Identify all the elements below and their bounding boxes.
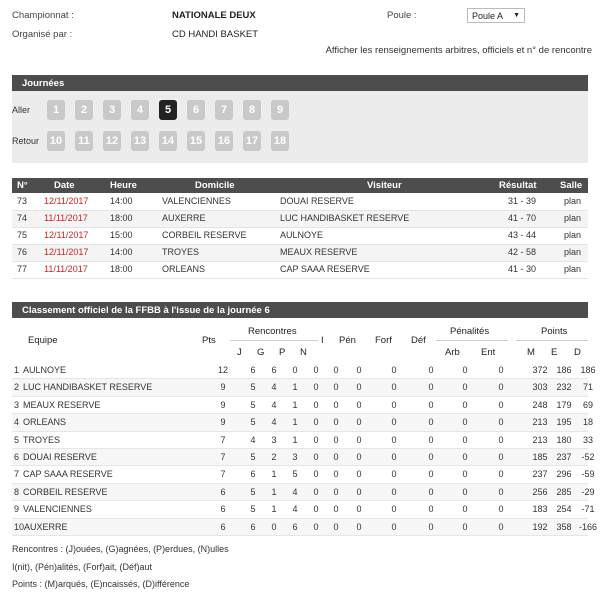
match-home-team: CORBEIL RESERVE <box>162 230 247 240</box>
stat-def: 0 <box>428 382 434 393</box>
journees-title: Journées <box>22 77 65 89</box>
stat-m: 303 <box>532 382 548 393</box>
stat-e: 254 <box>556 504 572 515</box>
match-time: 14:00 <box>110 247 133 257</box>
stat-e: 296 <box>556 469 572 480</box>
matches-header <box>12 178 588 193</box>
team-name: MEAUX RESERVE <box>23 399 101 410</box>
classement-row <box>12 466 595 483</box>
journee-button-17[interactable]: 17 <box>243 131 261 151</box>
match-away-team: MEAUX RESERVE <box>280 247 358 257</box>
stat-n: 0 <box>313 504 319 515</box>
match-venue-link[interactable]: plan <box>564 230 582 240</box>
stat-p: 6 <box>292 521 298 532</box>
team-rank: 9 <box>14 504 20 515</box>
stat-def: 0 <box>428 399 434 410</box>
stat-p: 1 <box>292 417 298 428</box>
stat-forf: 0 <box>391 504 397 515</box>
journee-button-18[interactable]: 18 <box>271 131 289 151</box>
match-away-team: DOUAI RESERVE <box>280 196 354 206</box>
journee-button-4[interactable]: 4 <box>131 100 149 120</box>
stat-m: 248 <box>532 399 548 410</box>
stat-e: 179 <box>556 399 572 410</box>
team-rank: 7 <box>14 469 20 480</box>
legend-penalites: I(nit), (Pén)alités, (Forf)ait, (Déf)aut <box>12 562 153 572</box>
stat-m: 183 <box>532 504 548 515</box>
match-number: 75 <box>17 230 28 240</box>
stat-g: 1 <box>271 486 277 497</box>
arbitres-info-link[interactable]: Afficher les renseignements arbitres, officiels et n° de rencontre <box>325 45 592 56</box>
sub-arb: Arb <box>445 347 460 358</box>
classement-row <box>12 484 595 501</box>
stat-e: 237 <box>556 452 572 462</box>
stat-pen: 0 <box>356 434 362 445</box>
stat-j: 5 <box>250 417 256 428</box>
stat-arb: 0 <box>462 365 468 375</box>
stat-d: -52 <box>581 452 595 462</box>
stat-p: 4 <box>292 486 298 497</box>
stat-pen: 0 <box>356 399 362 410</box>
journees-header <box>12 75 588 91</box>
stat-ent: 0 <box>498 486 504 497</box>
team-rank: 8 <box>14 486 20 497</box>
classement-row <box>12 379 593 396</box>
championship-info <box>12 8 592 62</box>
stat-def: 0 <box>428 365 434 375</box>
stat-e: 195 <box>556 417 572 428</box>
stat-p: 3 <box>292 452 298 462</box>
stat-i: 0 <box>333 417 339 428</box>
classement-row <box>12 432 593 449</box>
stat-forf: 0 <box>391 417 397 428</box>
match-home-team: VALENCIENNES <box>162 196 231 206</box>
poule-label: Poule : <box>387 10 417 21</box>
journee-button-11[interactable]: 11 <box>75 131 93 151</box>
stat-g: 2 <box>271 452 277 462</box>
stat-pts: 7 <box>220 434 226 445</box>
match-result: 43 - 44 <box>508 230 537 240</box>
sub-p: P <box>279 347 286 358</box>
stat-n: 0 <box>313 521 319 532</box>
journee-button-8[interactable]: 8 <box>243 100 261 120</box>
stat-pts: 6 <box>220 521 226 532</box>
team-rank: 1 <box>14 365 20 375</box>
stat-p: 1 <box>292 382 298 393</box>
team-name: AULNOYE <box>23 365 67 375</box>
points-divider <box>516 340 588 341</box>
stat-i: 0 <box>333 521 339 532</box>
stat-arb: 0 <box>462 521 468 532</box>
stat-pen: 0 <box>356 504 362 515</box>
col-numero: N° <box>17 180 28 191</box>
match-date: 12/11/2017 <box>44 247 89 257</box>
match-result: 31 - 39 <box>508 196 537 206</box>
match-row <box>12 211 588 228</box>
stat-ent: 0 <box>498 382 504 393</box>
stat-def: 0 <box>428 521 434 532</box>
stat-arb: 0 <box>462 469 468 480</box>
stat-ent: 0 <box>498 504 504 515</box>
match-row <box>12 245 588 262</box>
stat-def: 0 <box>428 504 434 515</box>
match-row <box>12 194 588 211</box>
stat-d: 69 <box>582 399 593 410</box>
stat-g: 6 <box>271 365 277 375</box>
stat-n: 0 <box>313 434 319 445</box>
col-domicile: Domicile <box>195 180 235 191</box>
team-name: DOUAI RESERVE <box>23 452 97 462</box>
stat-pen: 0 <box>356 417 362 428</box>
stat-arb: 0 <box>462 504 468 515</box>
classement-row <box>12 519 597 536</box>
stat-pen: 0 <box>356 452 362 462</box>
match-venue-link[interactable]: plan <box>564 213 582 223</box>
stat-e: 186 <box>556 365 572 375</box>
stat-d: -29 <box>581 486 595 497</box>
legend-rencontres: Rencontres : (J)ouées, (G)agnées, (P)erdues, (N)ulles <box>12 544 229 554</box>
match-row <box>12 228 588 245</box>
stat-i: 0 <box>333 434 339 445</box>
organise-value: CD HANDI BASKET <box>172 29 259 40</box>
journee-button-7[interactable]: 7 <box>215 100 233 120</box>
stat-e: 358 <box>556 521 572 532</box>
stat-d: -71 <box>581 504 595 515</box>
col-resultat: Résultat <box>499 180 537 191</box>
team-name: VALENCIENNES <box>23 504 92 515</box>
stat-arb: 0 <box>462 434 468 445</box>
journee-button-10[interactable]: 10 <box>47 131 65 151</box>
stat-def: 0 <box>428 469 434 480</box>
match-result: 42 - 58 <box>508 247 537 257</box>
stat-n: 0 <box>313 417 319 428</box>
match-date: 12/11/2017 <box>44 230 89 240</box>
col-def: Déf <box>411 335 426 346</box>
col-visiteur: Visiteur <box>367 180 402 191</box>
sub-j: J <box>237 347 242 358</box>
match-number: 76 <box>17 247 28 257</box>
stat-g: 1 <box>271 504 277 515</box>
stat-j: 6 <box>250 469 256 480</box>
stat-pts: 9 <box>220 382 226 393</box>
match-away-team: CAP SAAA RESERVE <box>280 264 370 274</box>
stat-m: 237 <box>532 469 548 480</box>
match-number: 74 <box>17 213 28 223</box>
stat-g: 4 <box>271 399 277 410</box>
match-venue-link[interactable]: plan <box>564 247 582 257</box>
match-time: 18:00 <box>110 213 133 223</box>
stat-d: -59 <box>581 469 595 480</box>
match-number: 73 <box>17 196 28 206</box>
stat-i: 0 <box>333 382 339 393</box>
stat-i: 0 <box>333 486 339 497</box>
stat-d: 71 <box>582 382 593 393</box>
match-row <box>12 262 588 279</box>
stat-pts: 6 <box>220 504 226 515</box>
stat-p: 5 <box>292 469 298 480</box>
col-i: I <box>321 335 324 346</box>
team-name: ORLEANS <box>23 417 67 428</box>
stat-p: 0 <box>292 365 298 375</box>
match-home-team: TROYES <box>162 247 200 257</box>
organise-label: Organisé par : <box>12 29 73 40</box>
stat-j: 5 <box>250 504 256 515</box>
stat-j: 4 <box>250 434 256 445</box>
col-salle: Salle <box>560 180 583 191</box>
stat-m: 185 <box>532 452 548 462</box>
stat-n: 0 <box>313 486 319 497</box>
poule-select[interactable] <box>467 8 525 23</box>
stat-i: 0 <box>333 365 339 375</box>
team-rank: 6 <box>14 452 20 462</box>
team-rank: 5 <box>14 434 20 445</box>
journee-button-6[interactable]: 6 <box>187 100 205 120</box>
stat-d: 33 <box>582 434 593 445</box>
stat-d: 18 <box>582 417 593 428</box>
sub-g: G <box>257 347 265 358</box>
match-result: 41 - 30 <box>508 264 537 274</box>
stat-j: 6 <box>250 365 256 375</box>
legend-points: Points : (M)arqués, (E)ncaissés, (D)ifférence <box>12 579 190 589</box>
stat-arb: 0 <box>462 382 468 393</box>
sub-n: N <box>300 347 307 358</box>
stat-pts: 7 <box>220 452 226 462</box>
stat-ent: 0 <box>498 452 504 462</box>
journee-button-5[interactable]: 5 <box>159 100 177 120</box>
stat-pen: 0 <box>356 521 362 532</box>
stat-i: 0 <box>333 399 339 410</box>
stat-n: 0 <box>313 382 319 393</box>
penalites-divider <box>436 340 508 341</box>
stat-i: 0 <box>333 452 339 462</box>
match-venue-link[interactable]: plan <box>564 264 582 274</box>
match-time: 15:00 <box>110 230 133 240</box>
stat-d: -166 <box>578 521 597 532</box>
team-rank: 10 <box>14 521 25 532</box>
stat-arb: 0 <box>462 417 468 428</box>
sub-d: D <box>574 347 581 358</box>
col-penalites: Pénalités <box>450 326 490 337</box>
stat-p: 1 <box>292 399 298 410</box>
stat-p: 1 <box>292 434 298 445</box>
classement-row <box>12 501 595 518</box>
rencontres-divider <box>230 340 318 341</box>
stat-pen: 0 <box>356 486 362 497</box>
aller-label: Aller <box>12 105 31 115</box>
stat-g: 4 <box>271 417 277 428</box>
team-name: TROYES <box>23 434 61 445</box>
aller-row <box>12 100 588 122</box>
stat-m: 256 <box>532 486 548 497</box>
sub-ent: Ent <box>481 347 496 358</box>
stat-e: 180 <box>556 434 572 445</box>
stat-pts: 6 <box>220 486 226 497</box>
stat-e: 232 <box>556 382 572 393</box>
match-away-team: LUC HANDIBASKET RESERVE <box>280 213 410 223</box>
stat-arb: 0 <box>462 452 468 462</box>
team-name: CORBEIL RESERVE <box>23 486 108 497</box>
stat-pen: 0 <box>356 469 362 480</box>
journee-button-2[interactable]: 2 <box>75 100 93 120</box>
journee-button-9[interactable]: 9 <box>271 100 289 120</box>
chevron-down-icon: ▼ <box>513 12 520 19</box>
stat-n: 0 <box>313 452 319 462</box>
stat-n: 0 <box>313 399 319 410</box>
journee-button-14[interactable]: 14 <box>159 131 177 151</box>
sub-m: M <box>527 347 535 358</box>
stat-forf: 0 <box>391 469 397 480</box>
match-away-team: AULNOYE <box>280 230 324 240</box>
col-forf: Forf <box>375 335 392 346</box>
stat-pen: 0 <box>356 365 362 375</box>
journee-button-16[interactable]: 16 <box>215 131 233 151</box>
stat-def: 0 <box>428 434 434 445</box>
stat-ent: 0 <box>498 434 504 445</box>
stat-ent: 0 <box>498 417 504 428</box>
stat-g: 3 <box>271 434 277 445</box>
stat-def: 0 <box>428 486 434 497</box>
classement-row <box>12 397 593 414</box>
stat-forf: 0 <box>391 365 397 375</box>
sub-e: E <box>551 347 558 358</box>
stat-j: 5 <box>250 486 256 497</box>
col-heure: Heure <box>110 180 137 191</box>
match-date: 11/11/2017 <box>44 264 88 274</box>
classement-row <box>12 414 593 431</box>
stat-m: 213 <box>532 434 548 445</box>
journee-button-13[interactable]: 13 <box>131 131 149 151</box>
stat-forf: 0 <box>391 486 397 497</box>
stat-forf: 0 <box>391 399 397 410</box>
col-pen: Pén <box>339 335 356 346</box>
stat-ent: 0 <box>498 521 504 532</box>
col-points: Points <box>541 326 568 337</box>
stat-def: 0 <box>428 452 434 462</box>
team-name: LUC HANDIBASKET RESERVE <box>23 382 153 393</box>
stat-j: 5 <box>250 452 256 462</box>
team-rank: 4 <box>14 417 20 428</box>
stat-n: 0 <box>313 469 319 480</box>
stat-m: 372 <box>532 365 548 375</box>
journee-button-3[interactable]: 3 <box>103 100 121 120</box>
journee-button-1[interactable]: 1 <box>47 100 65 120</box>
classement-header <box>12 302 588 318</box>
stat-pts: 9 <box>220 399 226 410</box>
retour-label: Retour <box>12 136 40 146</box>
stat-g: 0 <box>271 521 277 532</box>
journees-panel <box>12 91 588 163</box>
classement-row <box>12 362 596 379</box>
match-venue-link[interactable]: plan <box>564 196 582 206</box>
stat-def: 0 <box>428 417 434 428</box>
stat-g: 1 <box>271 469 277 480</box>
stat-j: 5 <box>250 399 256 410</box>
stat-d: 186 <box>580 365 596 375</box>
stat-m: 192 <box>532 521 548 532</box>
stat-g: 4 <box>271 382 277 393</box>
stat-ent: 0 <box>498 365 504 375</box>
col-equipe: Equipe <box>28 335 58 346</box>
stat-ent: 0 <box>498 469 504 480</box>
match-date: 12/11/2017 <box>44 196 89 206</box>
stat-arb: 0 <box>462 486 468 497</box>
match-home-team: AUXERRE <box>162 213 206 223</box>
stat-ent: 0 <box>498 399 504 410</box>
stat-p: 4 <box>292 504 298 515</box>
classement-title: Classement officiel de la FFBB à l'issue de la journée 6 <box>22 304 270 316</box>
col-date: Date <box>54 180 75 191</box>
stat-pts: 7 <box>220 469 226 480</box>
stat-forf: 0 <box>391 452 397 462</box>
match-result: 41 - 70 <box>508 213 537 223</box>
journee-button-12[interactable]: 12 <box>103 131 121 151</box>
match-date: 11/11/2017 <box>44 213 88 223</box>
col-pts: Pts <box>202 335 216 346</box>
stat-n: 0 <box>313 365 319 375</box>
stat-arb: 0 <box>462 399 468 410</box>
classement-row <box>12 449 595 466</box>
stat-j: 6 <box>250 521 256 532</box>
match-time: 14:00 <box>110 196 133 206</box>
stat-forf: 0 <box>391 434 397 445</box>
stat-i: 0 <box>333 504 339 515</box>
stat-pen: 0 <box>356 382 362 393</box>
stat-j: 5 <box>250 382 256 393</box>
stat-i: 0 <box>333 469 339 480</box>
stat-e: 285 <box>556 486 572 497</box>
journee-button-15[interactable]: 15 <box>187 131 205 151</box>
match-time: 18:00 <box>110 264 133 274</box>
championnat-value: NATIONALE DEUX <box>172 10 256 21</box>
stat-m: 213 <box>532 417 548 428</box>
col-rencontres: Rencontres <box>248 326 297 337</box>
team-rank: 2 <box>14 382 20 393</box>
match-number: 77 <box>17 264 28 274</box>
team-rank: 3 <box>14 399 20 410</box>
stat-pts: 9 <box>220 417 226 428</box>
poule-select-value: Poule A <box>472 10 504 21</box>
stat-pts: 12 <box>217 365 228 375</box>
retour-row <box>12 131 588 153</box>
match-home-team: ORLEANS <box>162 264 206 274</box>
stat-forf: 0 <box>391 521 397 532</box>
championnat-label: Championnat : <box>12 10 74 21</box>
team-name: CAP SAAA RESERVE <box>23 469 113 480</box>
stat-forf: 0 <box>391 382 397 393</box>
team-name: AUXERRE <box>24 521 68 532</box>
